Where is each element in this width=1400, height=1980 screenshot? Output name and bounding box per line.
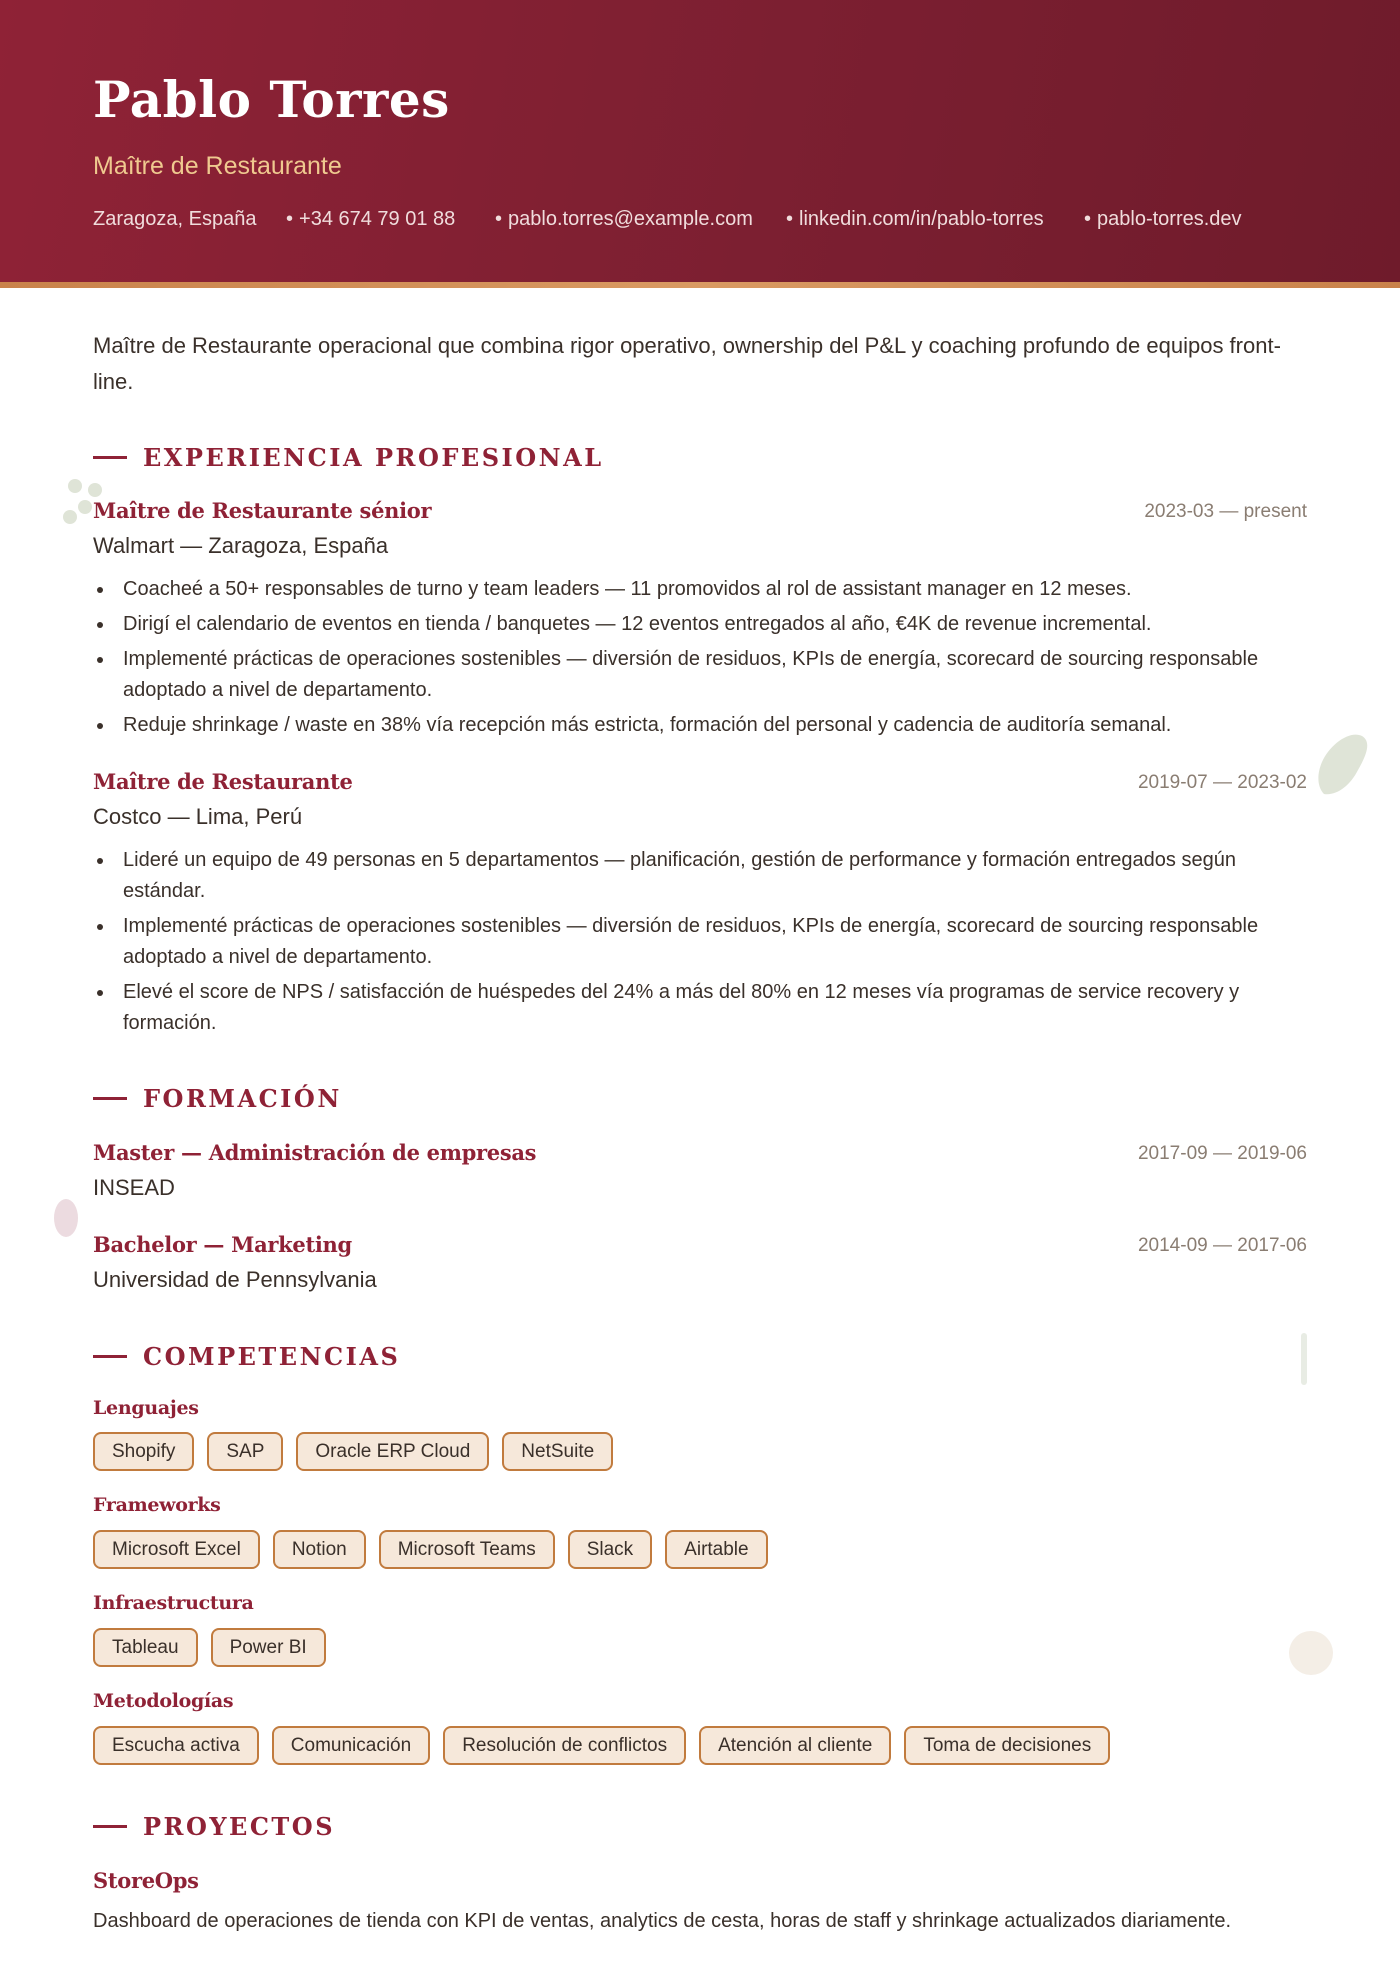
skill-group-label: Metodologías bbox=[93, 1690, 234, 1712]
job-dates: 2023-03 — present bbox=[1144, 501, 1307, 522]
contact-website[interactable] bbox=[1084, 208, 1242, 231]
achievement-item: Dirigí el calendario de eventos en tienda / banquetes — 12 eventos entregados al año, €4K de revenue incremental. bbox=[93, 609, 1308, 640]
job-company: Walmart — Zaragoza, España bbox=[93, 533, 389, 558]
job-title: Maître de Restaurante sénior bbox=[93, 498, 432, 523]
skill-chip: Notion bbox=[273, 1530, 366, 1569]
degree-dates: 2014-09 — 2017-06 bbox=[1137, 1235, 1307, 1256]
achievement-item: Coacheé a 50+ responsables de turno y team leaders — 11 promovidos al rol de assistant manager en 12 meses. bbox=[93, 574, 1308, 605]
skill-chip: Power BI bbox=[211, 1628, 326, 1667]
skill-chip: SAP bbox=[207, 1432, 283, 1471]
resume-header bbox=[0, 0, 1400, 282]
section-title: COMPETENCIAS bbox=[143, 1341, 401, 1371]
contact-linkedin[interactable] bbox=[786, 208, 1044, 231]
bullet-separator: • bbox=[286, 208, 294, 230]
skill-chip: Microsoft Excel bbox=[93, 1530, 260, 1569]
skill-chips bbox=[93, 1726, 1110, 1765]
heading-rule bbox=[93, 1355, 127, 1358]
section-projects-heading bbox=[93, 1806, 335, 1846]
circle-decoration-icon bbox=[1288, 1630, 1334, 1676]
heading-rule bbox=[93, 1825, 127, 1828]
job-company: Costco — Lima, Perú bbox=[93, 804, 303, 829]
skill-chip: Slack bbox=[568, 1530, 652, 1569]
section-title: EXPERIENCIA PROFESIONAL bbox=[143, 442, 604, 472]
linkedin-text: linkedin.com/in/pablo-torres bbox=[799, 208, 1044, 230]
contact-email[interactable] bbox=[495, 208, 753, 231]
degree-dates: 2017-09 — 2019-06 bbox=[1137, 1143, 1307, 1164]
section-title: PROYECTOS bbox=[143, 1811, 336, 1841]
job-achievements bbox=[93, 574, 1308, 745]
skill-chips bbox=[93, 1628, 326, 1667]
candidate-role: Maître de Restaurante bbox=[93, 152, 342, 180]
profile-summary: Maître de Restaurante operacional que combina rigor operativo, ownership del P&L y coaching profundo de equipos front-line. bbox=[93, 333, 1281, 394]
skill-chip: Comunicación bbox=[272, 1726, 430, 1765]
line-decoration bbox=[1301, 1333, 1307, 1385]
skill-chip: Oracle ERP Cloud bbox=[296, 1432, 489, 1471]
achievement-item: Reduje shrinkage / waste en 38% vía recepción más estricta, formación del personal y cadencia de auditoría semanal. bbox=[93, 710, 1308, 741]
skill-chip: Airtable bbox=[665, 1530, 767, 1569]
achievement-item: Implementé prácticas de operaciones sostenibles — diversión de residuos, KPIs de energía, scorecard de sourcing responsable adoptado a nivel de departamento. bbox=[93, 911, 1308, 973]
section-title: FORMACIÓN bbox=[143, 1083, 342, 1113]
skill-chips bbox=[93, 1432, 613, 1471]
petal-decoration-icon bbox=[50, 1196, 82, 1240]
skill-chip: Microsoft Teams bbox=[379, 1530, 555, 1569]
skill-chip: Shopify bbox=[93, 1432, 194, 1471]
section-education-heading bbox=[93, 1078, 342, 1118]
job-title: Maître de Restaurante bbox=[93, 769, 353, 794]
leaf-decoration-icon bbox=[1310, 730, 1374, 800]
skill-chip: Tableau bbox=[93, 1628, 198, 1667]
skill-chip: Escucha activa bbox=[93, 1726, 259, 1765]
skill-group-label: Lenguajes bbox=[93, 1397, 199, 1419]
email-text: pablo.torres@example.com bbox=[508, 208, 753, 230]
degree-title: Bachelor — Marketing bbox=[93, 1232, 352, 1257]
achievement-item: Lideré un equipo de 49 personas en 5 departamentos — planificación, gestión de performance y formación entregados según estándar. bbox=[93, 845, 1308, 907]
section-experience-heading bbox=[93, 437, 604, 477]
skill-chips bbox=[93, 1530, 768, 1569]
website-text: pablo-torres.dev bbox=[1097, 208, 1242, 230]
phone-text: +34 674 79 01 88 bbox=[299, 208, 456, 230]
project-description: Dashboard de operaciones de tienda con KPI de ventas, analytics de cesta, horas de staff y shrinkage actualizados diariamente. bbox=[93, 1910, 1232, 1932]
skill-group-label: Frameworks bbox=[93, 1494, 221, 1516]
skill-chip: NetSuite bbox=[502, 1432, 613, 1471]
skill-group-label: Infraestructura bbox=[93, 1592, 254, 1614]
job-achievements bbox=[93, 845, 1308, 1043]
achievement-item: Elevé el score de NPS / satisfacción de huéspedes del 24% a más del 80% en 12 meses vía programas de service recovery y formación. bbox=[93, 977, 1308, 1039]
contact-phone[interactable] bbox=[286, 208, 455, 231]
contact-location: Zaragoza, España bbox=[93, 208, 257, 230]
bullet-separator: • bbox=[495, 208, 503, 230]
heading-rule bbox=[93, 456, 127, 459]
candidate-name: Pablo Torres bbox=[93, 70, 450, 129]
skill-chip: Atención al cliente bbox=[699, 1726, 891, 1765]
job-dates: 2019-07 — 2023-02 bbox=[1137, 772, 1307, 793]
achievement-item: Implementé prácticas de operaciones sostenibles — diversión de residuos, KPIs de energía, scorecard de sourcing responsable adoptado a nivel de departamento. bbox=[93, 644, 1308, 706]
header-divider bbox=[0, 282, 1400, 288]
degree-title: Master — Administración de empresas bbox=[93, 1140, 537, 1165]
skill-chip: Toma de decisiones bbox=[904, 1726, 1110, 1765]
school-name: INSEAD bbox=[93, 1175, 175, 1200]
heading-rule bbox=[93, 1097, 127, 1100]
section-skills-heading bbox=[93, 1336, 400, 1376]
skill-chip: Resolución de conflictos bbox=[443, 1726, 686, 1765]
bullet-separator: • bbox=[1084, 208, 1092, 230]
project-name: StoreOps bbox=[93, 1868, 199, 1893]
school-name: Universidad de Pennsylvania bbox=[93, 1267, 377, 1292]
bullet-separator: • bbox=[786, 208, 794, 230]
